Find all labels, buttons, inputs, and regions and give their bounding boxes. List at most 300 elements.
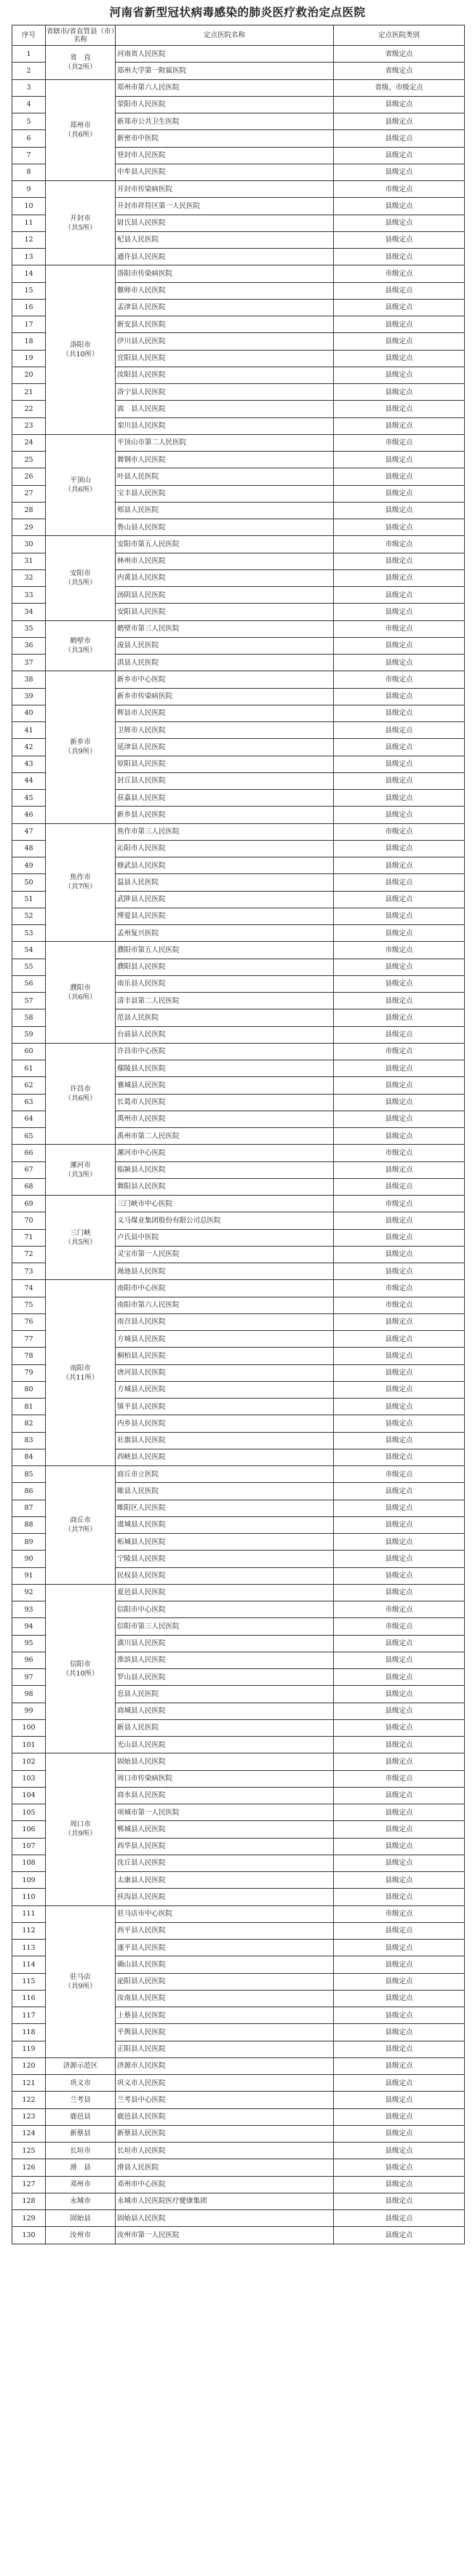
hospital-name-cell: 通许县人民医院 [116,249,334,265]
hospital-category-cell: 县级定点 [334,502,465,519]
hospital-category-cell: 县级定点 [334,1956,465,1973]
hospital-name-cell: 新乡县人民医院 [116,807,334,823]
hospital-name-cell: 卫辉市人民医院 [116,722,334,739]
row-index: 107 [12,1838,46,1855]
table-row [12,942,465,959]
hospital-name-cell: 禹州市第二人民医院 [116,1128,334,1145]
hospital-category-cell: 县级定点 [334,2125,465,2142]
hospital-category-cell: 县级定点 [334,1686,465,1703]
hospital-category-cell: 县级定点 [334,1094,465,1111]
hospital-category-cell: 县级定点 [334,299,465,316]
table-row [12,79,465,96]
hospital-name-cell: 范县人民医院 [116,1009,334,1026]
row-index: 86 [12,1483,46,1500]
row-index: 5 [12,113,46,130]
hospital-category-cell: 县级定点 [334,1229,465,1246]
hospital-name-cell: 郸城县人民医院 [116,1821,334,1838]
row-index: 100 [12,1719,46,1736]
row-index: 50 [12,874,46,891]
row-index: 121 [12,2075,46,2092]
city-name-cell: 开封市 （共5所） [46,181,116,265]
hospital-name-cell: 商丘市立医院 [116,1466,334,1483]
row-index: 63 [12,1094,46,1111]
row-index: 104 [12,1787,46,1804]
hospital-category-cell: 县级定点 [334,1432,465,1449]
hospital-name-cell: 内乡县人民医院 [116,1415,334,1432]
city-name-cell: 漯河市 （共3所） [46,1145,116,1196]
hospital-name-cell: 唐河县人民医院 [116,1364,334,1381]
hospital-category-cell: 县级定点 [334,959,465,975]
hospital-category-cell: 市级定点 [334,265,465,282]
table-row [12,1196,465,1212]
hospital-name-cell: 虞城县人民医院 [116,1516,334,1533]
hospital-name-cell: 宝丰县人民医院 [116,485,334,502]
row-index: 22 [12,401,46,417]
hospital-name-cell: 固始县人民医院 [116,2210,334,2227]
row-index: 123 [12,2108,46,2125]
row-index: 80 [12,1381,46,1398]
row-index: 27 [12,485,46,502]
hospital-name-cell: 宜阳县人民医院 [116,350,334,367]
hospital-name-cell: 滑县人民医院 [116,2159,334,2176]
hospital-category-cell: 县级定点 [334,333,465,350]
row-index: 68 [12,1178,46,1195]
hospital-category-cell: 县级定点 [334,1077,465,1094]
hospital-name-cell: 巩义市人民医院 [116,2075,334,2092]
row-index: 15 [12,282,46,299]
hospital-category-cell: 市级定点 [334,1280,465,1297]
row-index: 42 [12,739,46,756]
table-row [12,1905,465,1922]
row-index: 71 [12,1229,46,1246]
city-name-cell: 济源示范区 [46,2057,116,2074]
hospital-name-cell: 驻马店市中心医院 [116,1905,334,1922]
hospital-category-cell: 县级定点 [334,925,465,942]
hospital-name-cell: 杞县人民医院 [116,231,334,248]
hospital-name-cell: 光山县人民医院 [116,1737,334,1753]
table-row [12,2176,465,2193]
hospital-name-cell: 太康县人民医院 [116,1872,334,1889]
hospital-category-cell: 县级定点 [334,350,465,367]
table-row [12,620,465,637]
hospital-name-cell: 焦作市第三人民医院 [116,823,334,840]
hospital-name-cell: 临颍县人民医院 [116,1161,334,1178]
hospital-category-cell: 县级定点 [334,569,465,586]
hospital-name-cell: 汝州市第一人民医院 [116,2227,334,2244]
hospital-category-cell: 市级定点 [334,1618,465,1635]
hospital-name-cell: 信阳市第三人民医院 [116,1618,334,1635]
hospital-name-cell: 汤阴县人民医院 [116,587,334,604]
hospital-category-cell: 县级定点 [334,756,465,772]
row-index: 36 [12,637,46,654]
hospital-name-cell: 南召县人民医院 [116,1313,334,1330]
row-index: 12 [12,231,46,248]
hospital-category-cell: 市级定点 [334,671,465,688]
city-name-cell: 平顶山 （共6所） [46,434,116,536]
row-index: 38 [12,671,46,688]
hospital-name-cell: 新县人民医院 [116,1719,334,1736]
hospital-name-cell: 扶沟县人民医院 [116,1889,334,1905]
row-index: 93 [12,1601,46,1618]
hospital-name-cell: 开封市祥符区第一人民医院 [116,198,334,215]
hospital-name-cell: 西华县人民医院 [116,1838,334,1855]
hospital-name-cell: 修武县人民医院 [116,857,334,874]
hospital-name-cell: 长垣市人民医院 [116,2143,334,2159]
hospital-category-cell: 县级定点 [334,874,465,891]
hospital-category-cell: 县级定点 [334,1449,465,1465]
row-index: 43 [12,756,46,772]
table-row [12,1584,465,1601]
hospital-name-cell: 方城县人民医院 [116,1381,334,1398]
row-index: 78 [12,1348,46,1364]
row-index: 7 [12,147,46,164]
row-index: 41 [12,722,46,739]
city-name-cell: 安阳市 （共5所） [46,536,116,620]
hospital-category-cell: 县级定点 [334,1331,465,1348]
row-index: 49 [12,857,46,874]
hospital-name-cell: 濮阳市第五人民医院 [116,942,334,959]
hospital-category-cell: 县级定点 [334,1567,465,1584]
hospital-name-cell: 民权县人民医院 [116,1567,334,1584]
hospital-category-cell: 县级定点 [334,587,465,604]
table-row [12,671,465,688]
hospital-name-cell: 新乡市中心医院 [116,671,334,688]
hospital-name-cell: 林州市人民医院 [116,553,334,569]
hospital-category-cell: 县级定点 [334,316,465,333]
hospital-category-cell: 县级定点 [334,739,465,756]
hospital-name-cell: 新安县人民医院 [116,316,334,333]
row-index: 98 [12,1686,46,1703]
row-index: 70 [12,1212,46,1229]
row-index: 64 [12,1111,46,1127]
row-index: 33 [12,587,46,604]
city-name-cell: 永城市 [46,2193,116,2209]
hospital-name-cell: 郑州大学第一附属医院 [116,63,334,79]
table-row [12,2227,465,2244]
city-name-cell: 滑 县 [46,2159,116,2176]
hospital-category-cell: 省级定点 [334,46,465,63]
table-row [12,1145,465,1161]
hospital-category-cell: 县级定点 [334,417,465,434]
hospital-name-cell: 睢阳区人民医院 [116,1500,334,1516]
row-index: 106 [12,1821,46,1838]
row-index: 73 [12,1263,46,1280]
hospital-name-cell: 长葛市人民医院 [116,1094,334,1111]
row-index: 54 [12,942,46,959]
row-index: 90 [12,1551,46,1567]
row-index: 114 [12,1956,46,1973]
hospital-category-cell: 县级定点 [334,772,465,789]
table-row [12,2143,465,2159]
hospital-category-cell: 县级定点 [334,367,465,383]
row-index: 116 [12,1990,46,2007]
city-name-cell: 新乡市 （共9所） [46,671,116,823]
hospital-category-cell: 县级定点 [334,1737,465,1753]
city-name-cell: 周口市 （共9所） [46,1753,116,1905]
hospital-name-cell: 淮滨县人民医院 [116,1652,334,1668]
hospital-category-cell: 县级定点 [334,96,465,113]
header-hospital: 定点医院名称 [116,25,334,46]
row-index: 99 [12,1703,46,1719]
hospital-category-cell: 市级定点 [334,1297,465,1313]
hospital-name-cell: 浚县人民医院 [116,637,334,654]
hospital-category-cell: 市级定点 [334,1905,465,1922]
hospital-name-cell: 安阳市第五人民医院 [116,536,334,553]
row-index: 117 [12,2007,46,2024]
row-index: 119 [12,2041,46,2057]
table-body [12,46,465,2244]
header-city: 省辖市/省直管县（市）名称 [46,25,116,46]
hospital-category-cell: 县级定点 [334,1855,465,1871]
hospital-name-cell: 鹿邑县人民医院 [116,2108,334,2125]
hospital-name-cell: 汝南县人民医院 [116,1990,334,2007]
hospital-name-cell: 新乡市传染病医院 [116,688,334,705]
hospital-name-cell: 睢县人民医院 [116,1483,334,1500]
hospital-category-cell: 县级定点 [334,2159,465,2176]
hospital-name-cell: 周口市传染病医院 [116,1770,334,1787]
hospital-name-cell: 灵宝市第一人民医院 [116,1246,334,1263]
hospital-name-cell: 获嘉县人民医院 [116,790,334,807]
hospital-category-cell: 省级、市级定点 [334,79,465,96]
hospital-category-cell: 县级定点 [334,1838,465,1855]
hospital-name-cell: 平顶山市第二人民医院 [116,434,334,451]
hospital-name-cell: 禹州市人民医院 [116,1111,334,1127]
row-index: 2 [12,63,46,79]
hospital-name-cell: 社旗县人民医院 [116,1432,334,1449]
row-index: 91 [12,1567,46,1584]
hospital-category-cell: 县级定点 [334,1940,465,1956]
table-row [12,1043,465,1060]
hospital-category-cell: 县级定点 [334,2092,465,2108]
hospital-name-cell: 桐柏县人民医院 [116,1348,334,1364]
table-row [12,2193,465,2209]
table-row [12,823,465,840]
hospital-name-cell: 鲁山县人民医院 [116,519,334,536]
row-index: 69 [12,1196,46,1212]
hospital-category-cell: 市级定点 [334,1601,465,1618]
row-index: 8 [12,164,46,180]
city-name-cell: 驻马店 （共9所） [46,1905,116,2057]
hospital-category-cell: 县级定点 [334,1026,465,1043]
row-index: 61 [12,1060,46,1077]
hospital-category-cell: 县级定点 [334,147,465,164]
hospital-category-cell: 县级定点 [334,1652,465,1668]
hospital-category-cell: 县级定点 [334,1161,465,1178]
hospital-category-cell: 县级定点 [334,198,465,215]
hospital-category-cell: 县级定点 [334,282,465,299]
hospital-name-cell: 漯河市中心医院 [116,1145,334,1161]
hospital-category-cell: 县级定点 [334,164,465,180]
hospital-name-cell: 郑州市第六人民医院 [116,79,334,96]
hospital-category-cell: 县级定点 [334,1009,465,1026]
row-index: 11 [12,215,46,231]
row-index: 25 [12,452,46,468]
row-index: 53 [12,925,46,942]
hospital-category-cell: 县级定点 [334,1635,465,1652]
hospital-name-cell: 原阳县人民医院 [116,756,334,772]
hospital-name-cell: 商城县人民医院 [116,1703,334,1719]
hospital-name-cell: 固始县人民医院 [116,1753,334,1770]
hospital-name-cell: 襄城县人民医院 [116,1077,334,1094]
row-index: 113 [12,1940,46,1956]
city-name-cell: 邓州市 [46,2176,116,2193]
hospital-name-cell: 兰考县中心医院 [116,2092,334,2108]
hospital-name-cell: 尉氏县人民医院 [116,215,334,231]
row-index: 81 [12,1399,46,1415]
hospital-category-cell: 县级定点 [334,452,465,468]
hospital-name-cell: 博爱县人民医院 [116,908,334,924]
hospital-name-cell: 中牟县人民医院 [116,164,334,180]
row-index: 92 [12,1584,46,1601]
table-row [12,2159,465,2176]
row-index: 84 [12,1449,46,1465]
hospital-category-cell: 县级定点 [334,604,465,620]
city-name-cell: 兰考县 [46,2092,116,2108]
hospital-name-cell: 内黄县人民医院 [116,569,334,586]
hospital-name-cell: 南阳市第六人民医院 [116,1297,334,1313]
row-index: 14 [12,265,46,282]
row-index: 85 [12,1466,46,1483]
row-index: 67 [12,1161,46,1178]
hospital-category-cell: 县级定点 [334,2227,465,2244]
hospital-category-cell: 县级定点 [334,1889,465,1905]
table-row [12,536,465,553]
hospital-name-cell: 台前县人民医院 [116,1026,334,1043]
hospital-category-cell: 县级定点 [334,1246,465,1263]
hospital-category-cell: 县级定点 [334,1584,465,1601]
hospital-category-cell: 县级定点 [334,1415,465,1432]
hospital-category-cell: 县级定点 [334,249,465,265]
row-index: 94 [12,1618,46,1635]
row-index: 127 [12,2176,46,2193]
row-index: 65 [12,1128,46,1145]
row-index: 35 [12,620,46,637]
hospital-name-cell: 许昌市中心医院 [116,1043,334,1060]
hospital-name-cell: 舞钢市人民医院 [116,452,334,468]
hospital-category-cell: 省级定点 [334,63,465,79]
table-row [12,1466,465,1483]
hospital-name-cell: 偃师市人民医院 [116,282,334,299]
hospital-category-cell: 县级定点 [334,1872,465,1889]
hospital-category-cell: 县级定点 [334,113,465,130]
table-row [12,2092,465,2108]
document-title: 河南省新型冠状病毒感染的肺炎医疗救治定点医院 [109,5,366,19]
hospital-category-cell: 县级定点 [334,840,465,857]
row-index: 62 [12,1077,46,1094]
hospital-category-cell: 市级定点 [334,536,465,553]
hospital-category-cell: 县级定点 [334,2176,465,2193]
row-index: 95 [12,1635,46,1652]
hospital-category-cell: 县级定点 [334,1212,465,1229]
row-index: 82 [12,1415,46,1432]
hospital-name-cell: 濮阳县人民医院 [116,959,334,975]
header-category: 定点医院类别 [334,25,465,46]
hospital-name-cell: 息县人民医院 [116,1686,334,1703]
row-index: 31 [12,553,46,569]
row-index: 6 [12,130,46,147]
hospital-category-cell: 市级定点 [334,823,465,840]
row-index: 46 [12,807,46,823]
row-index: 129 [12,2210,46,2227]
hospital-name-cell: 沁阳市人民医院 [116,840,334,857]
row-index: 126 [12,2159,46,2176]
hospital-name-cell: 延津县人民医院 [116,739,334,756]
row-index: 20 [12,367,46,383]
hospital-category-cell: 县级定点 [334,790,465,807]
hospital-name-cell: 南乐县人民医院 [116,975,334,992]
hospital-category-cell: 县级定点 [334,1111,465,1127]
table-row [12,265,465,282]
row-index: 32 [12,569,46,586]
row-index: 47 [12,823,46,840]
table-row [12,2075,465,2092]
table-row [12,2125,465,2142]
hospital-category-cell: 县级定点 [334,2007,465,2024]
row-index: 112 [12,1922,46,1939]
row-index: 3 [12,79,46,96]
row-index: 29 [12,519,46,536]
hospital-category-cell: 县级定点 [334,1178,465,1195]
hospital-category-cell: 市级定点 [334,1466,465,1483]
header-index: 序号 [12,25,46,46]
row-index: 120 [12,2057,46,2074]
table-row [12,1753,465,1770]
row-index: 74 [12,1280,46,1297]
row-index: 72 [12,1246,46,1263]
hospital-category-cell: 县级定点 [334,231,465,248]
table-row [12,46,465,63]
row-index: 1 [12,46,46,63]
hospital-category-cell: 县级定点 [334,807,465,823]
city-name-cell: 省 直 （共2所） [46,46,116,80]
hospital-name-cell: 宁陵县人民医院 [116,1551,334,1567]
row-index: 9 [12,181,46,198]
row-index: 4 [12,96,46,113]
row-index: 17 [12,316,46,333]
hospital-category-cell: 县级定点 [334,857,465,874]
row-index: 103 [12,1770,46,1787]
table-row [12,1280,465,1297]
hospital-table [12,25,465,2244]
hospital-category-cell: 县级定点 [334,1060,465,1077]
hospital-category-cell: 县级定点 [334,722,465,739]
hospital-category-cell: 县级定点 [334,1399,465,1415]
hospital-name-cell: 武陟县人民医院 [116,891,334,908]
row-index: 111 [12,1905,46,1922]
hospital-category-cell: 县级定点 [334,1973,465,1990]
row-index: 28 [12,502,46,519]
city-name-cell: 郑州市 （共6所） [46,79,116,181]
table-header-row [12,25,465,46]
hospital-name-cell: 叶县人民医院 [116,468,334,485]
row-index: 109 [12,1872,46,1889]
hospital-category-cell: 县级定点 [334,1263,465,1280]
hospital-category-cell: 县级定点 [334,975,465,992]
hospital-name-cell: 商水县人民医院 [116,1787,334,1804]
hospital-name-cell: 伊川县人民医院 [116,333,334,350]
hospital-category-cell: 县级定点 [334,1787,465,1804]
hospital-category-cell: 县级定点 [334,1381,465,1398]
row-index: 37 [12,655,46,671]
city-name-cell: 固始县 [46,2210,116,2227]
hospital-category-cell: 县级定点 [334,1669,465,1686]
hospital-category-cell: 县级定点 [334,1821,465,1838]
hospital-category-cell: 县级定点 [334,637,465,654]
hospital-name-cell: 孟津县人民医院 [116,299,334,316]
table-row [12,2057,465,2074]
row-index: 26 [12,468,46,485]
hospital-name-cell: 泌阳县人民医院 [116,1973,334,1990]
